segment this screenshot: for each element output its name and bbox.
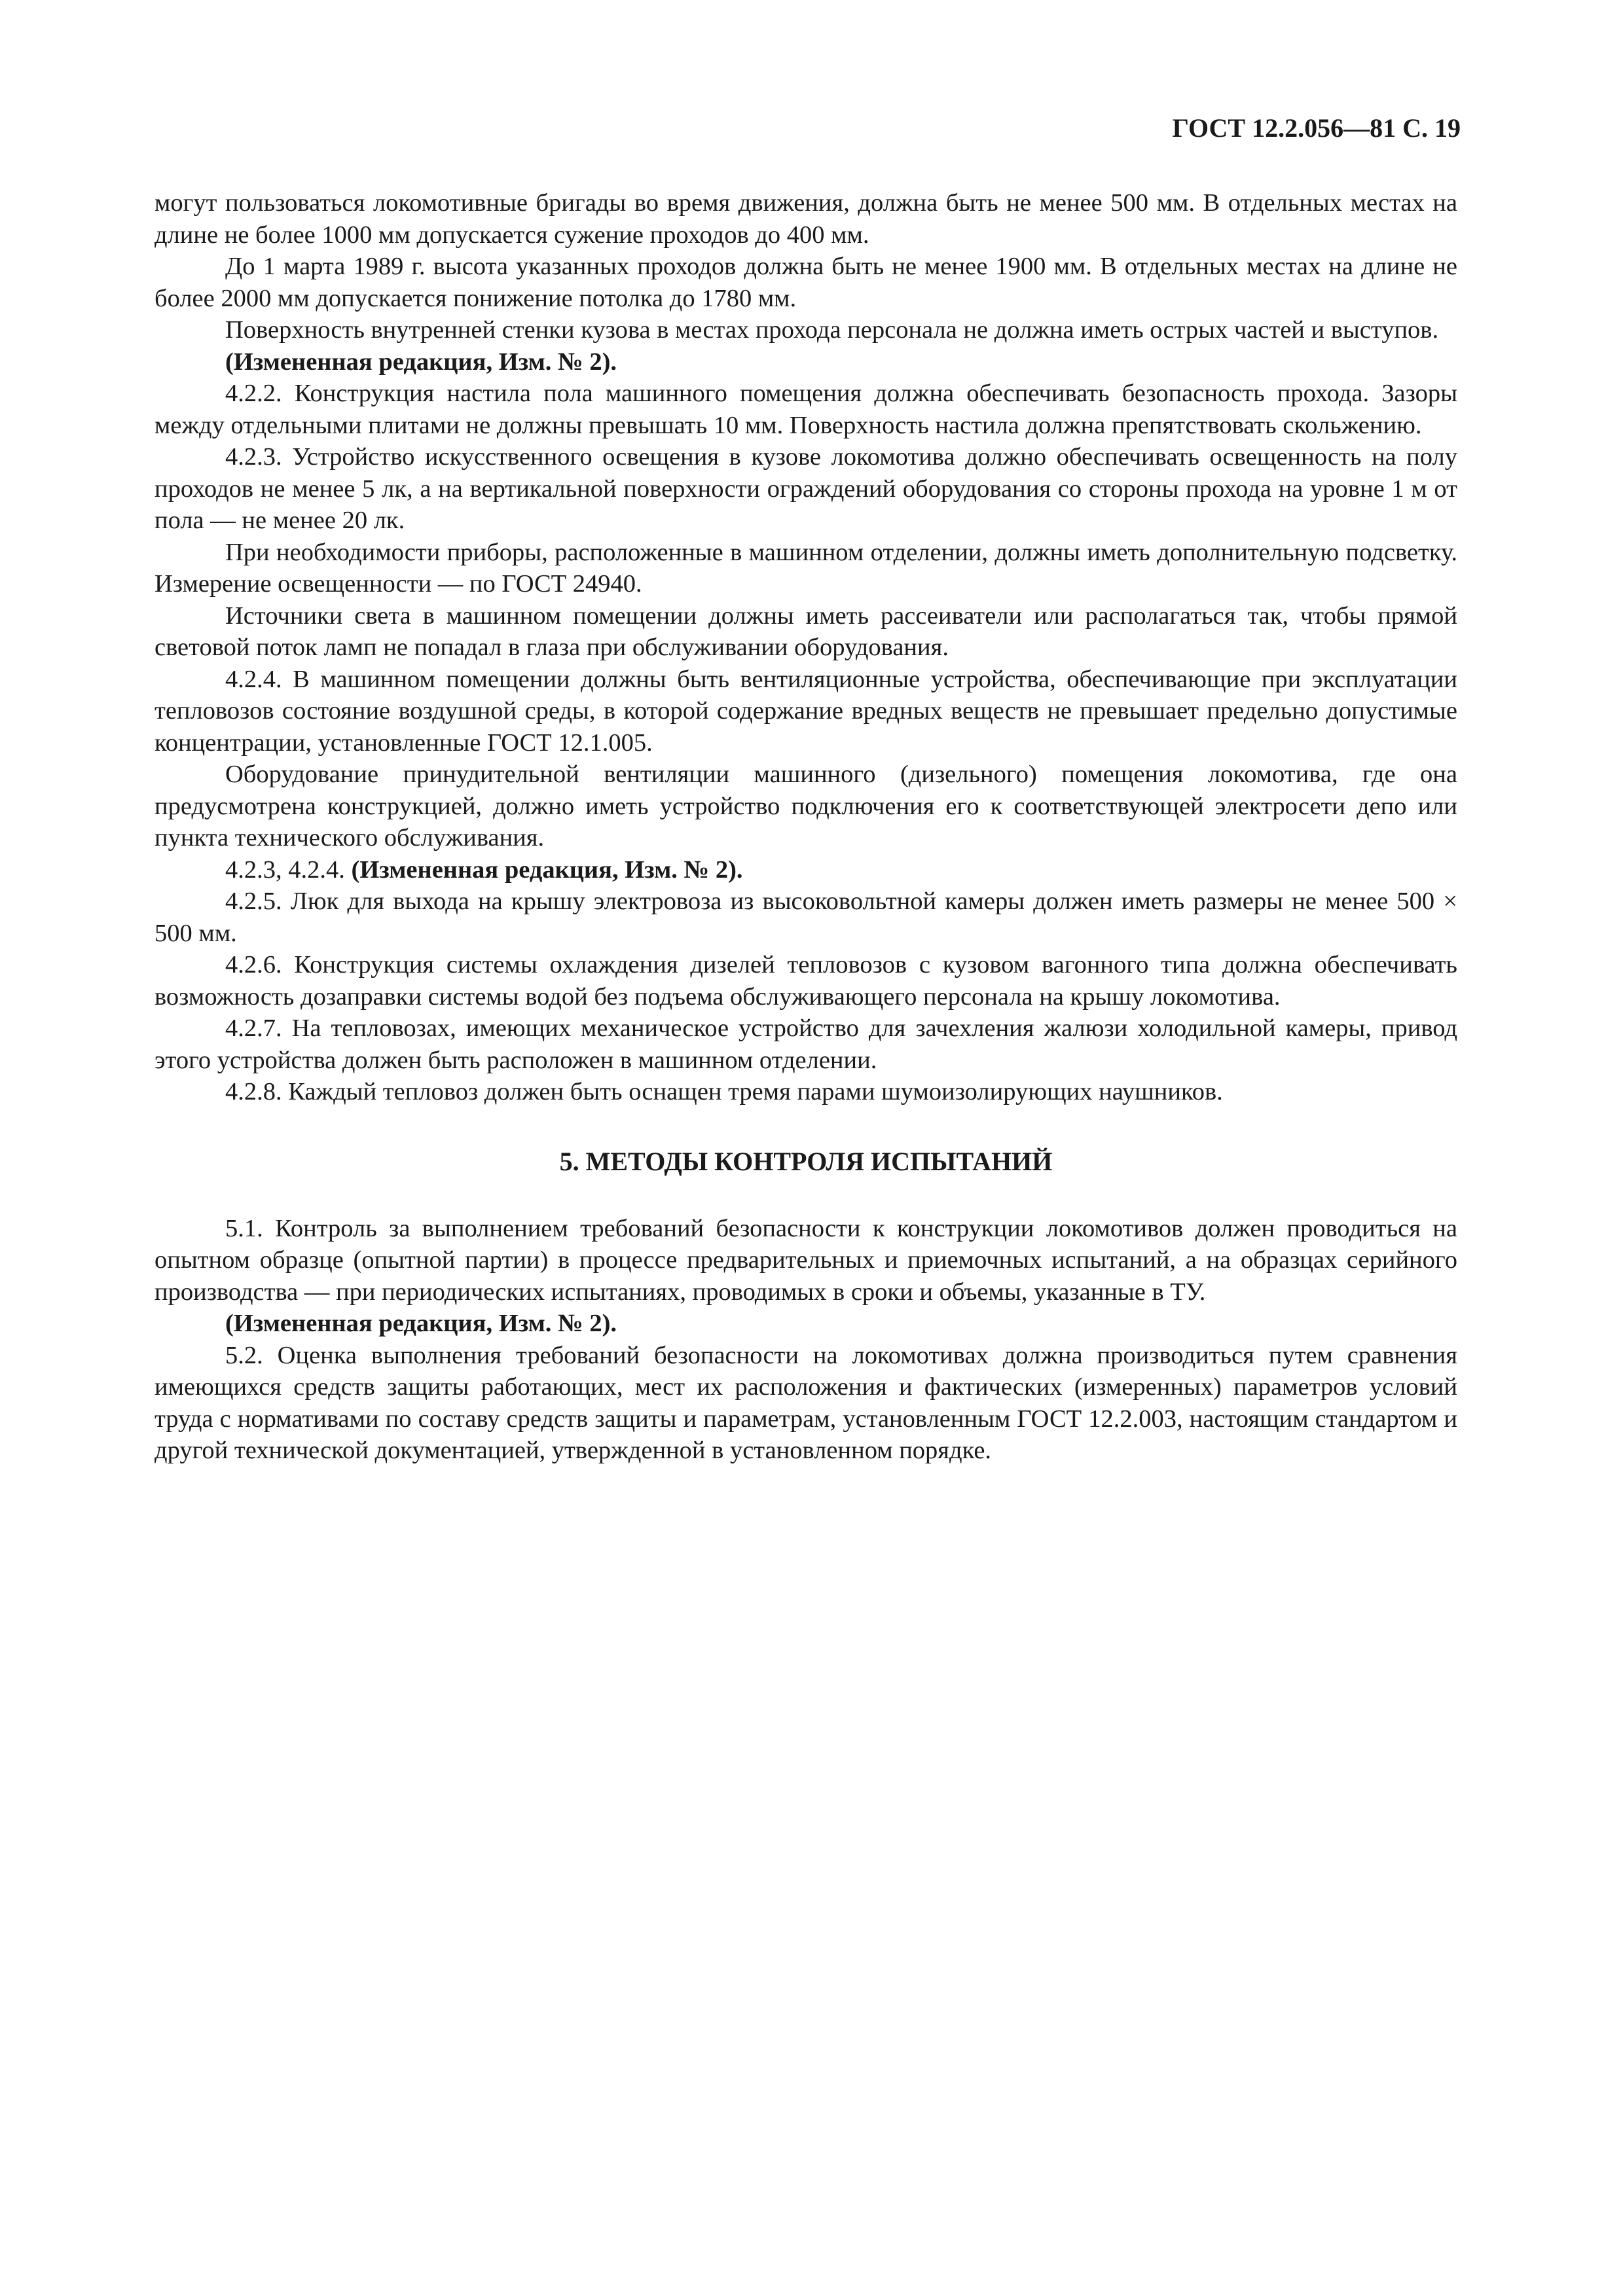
paragraph: 5.2. Оценка выполнения требований безопасности на локомотивах должна производиться путем сравнения имеющихся средств защиты работающих, мест их расположения и фактических (измеренных) параметров условий труда с нормативами по составу средств защиты и параметрам, установленным ГОСТ 12.2.003, настоящим стандартом и другой технической документацией, утвержденной в установленном порядке. [155,1341,1457,1464]
paragraph: 4.2.8. Каждый тепловоз должен быть оснащен тремя парами шумоизолирующих наушников. [225,1078,1223,1105]
paragraph: Поверхность внутренней стенки кузова в местах прохода персонала не должна иметь острых частей и выступов. [225,316,1439,344]
running-header: ГОСТ 12.2.056—81 С. 19 [1172,113,1461,143]
document-body [155,187,1457,1467]
paragraph: 4.2.7. На тепловозах, имеющих механическое устройство для зачехления жалюзи холодильной камеры, привод этого устройства должен быть расположен в машинном отделении. [155,1014,1457,1074]
revision-note: (Измененная редакция, Изм. № 2). [225,348,617,376]
paragraph: При необходимости приборы, расположенные в машинном отделении, должны иметь дополнительную подсветку. Измерение освещенности — по ГОСТ 24940. [155,538,1457,598]
paragraph: могут пользоваться локомотивные бригады во время движения, должна быть не менее 500 мм. В отдельных местах на длине не более 1000 мм допускается сужение проходов до 400 мм. [155,189,1457,249]
revision-note: (Измененная редакция, Изм. № 2). [225,1310,617,1337]
paragraph: 4.2.2. Конструкция настила пола машинного помещения должна обеспечивать безопасность прохода. Зазоры между отдельными плитами не должны превышать 10 мм. Поверхность настила должна препятствовать скольжению. [155,380,1457,439]
paragraph [155,854,1457,886]
section-5-text [155,1213,1457,1467]
paragraph: 4.2.4. В машинном помещении должны быть вентиляционные устройства, обеспечивающие при эксплуатации тепловозов состояние воздушной среды, в которой содержание вредных веществ не превышает предельно допустимые концентрации, установленные ГОСТ 12.1.005. [155,665,1457,757]
paragraph-ref: 4.2.3, 4.2.4. [225,855,352,884]
paragraph: Источники света в машинном помещении должны иметь рассеиватели или располагаться так, чтобы прямой световой поток ламп не попадал в глаза при обслуживании оборудования. [155,601,1457,661]
revision-note: (Измененная редакция, Изм. № 2). [351,855,743,884]
paragraph: 4.2.3. Устройство искусственного освещения в кузове локомотива должно обеспечивать освещенность на полу проходов не менее 5 лк, а на вертикальной поверхности ограждений оборудования со стороны прохода на уровне 1 м от пола — не менее 20 лк. [155,443,1457,534]
paragraph: Оборудование принудительной вентиляции машинного (дизельного) помещения локомотива, где она предусмотрена конструкцией, должно иметь устройство подключения его к соответствующей электросети депо или пункта технического обслуживания. [155,761,1457,852]
section-title: 5. МЕТОДЫ КОНТРОЛЯ ИСПЫТАНИЙ [559,1146,1053,1176]
paragraph: 4.2.5. Люк для выхода на крышу электровоза из высоковольтной камеры должен иметь размеры не менее 500 × 500 мм. [155,888,1457,947]
section-4-text [155,187,1457,1108]
paragraph: 5.1. Контроль за выполнением требований безопасности к конструкции локомотивов должен проводиться на опытном образце (опытной партии) в процессе предварительных и приемочных испытаний, а на образцах серийного производства — при периодических испытаниях, проводимых в сроки и объемы, указанные в ТУ. [155,1214,1457,1306]
paragraph: 4.2.6. Конструкция системы охлаждения дизелей тепловозов с кузовом вагонного типа должна обеспечивать возможность дозаправки системы водой без подъема обслуживающего персонала на крышу локомотива. [155,951,1457,1011]
paragraph: До 1 марта 1989 г. высота указанных проходов должна быть не менее 1900 мм. В отдельных местах на длине не более 2000 мм допускается понижение потолка до 1780 мм. [155,253,1457,312]
